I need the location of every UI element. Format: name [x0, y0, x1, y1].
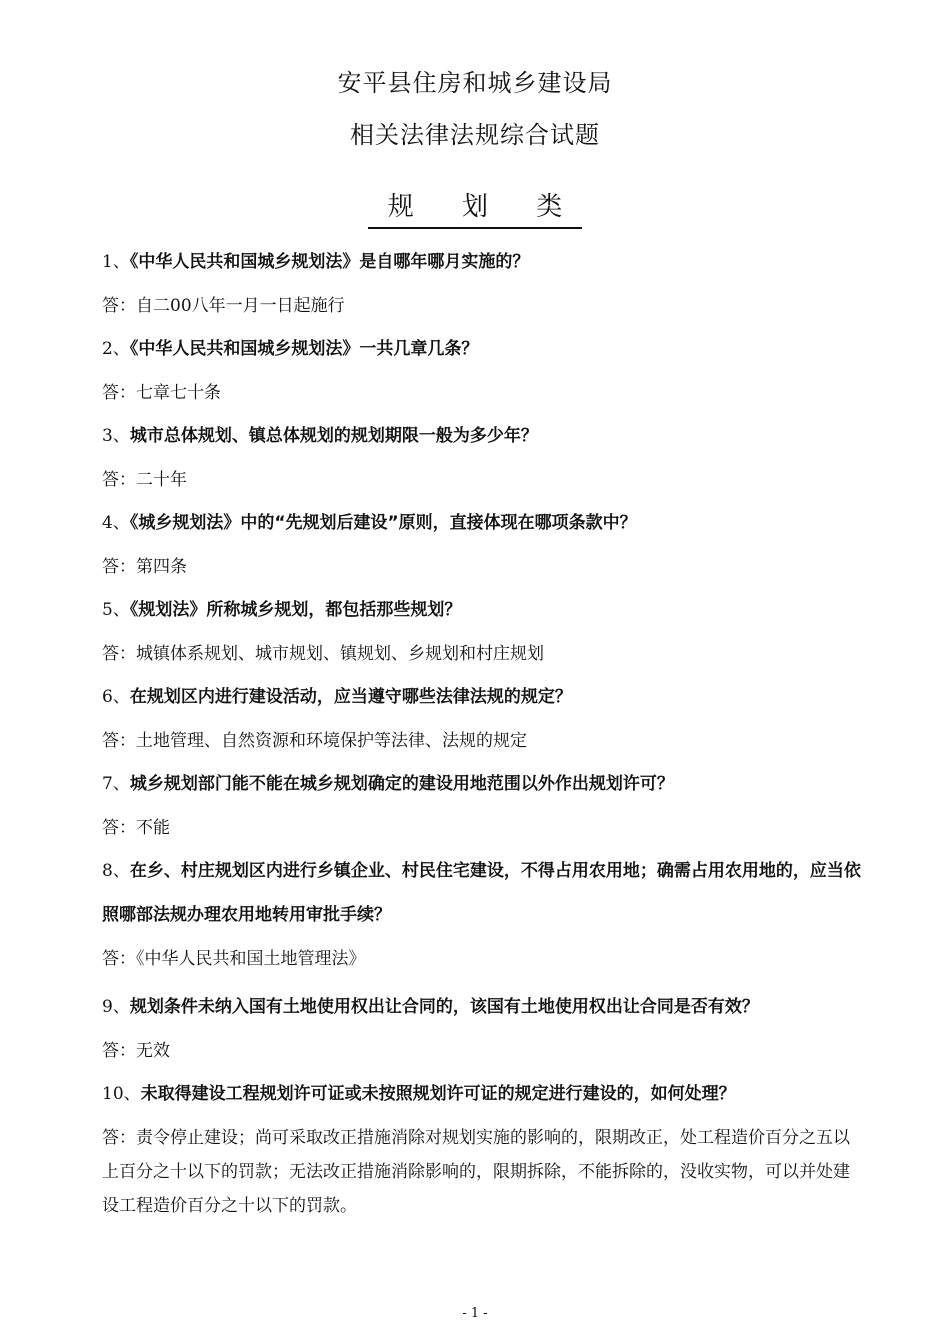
- answer-4: 答：第四条: [102, 557, 187, 577]
- question-3: 3、城市总体规划、镇总体规划的规划期限一般为多少年？: [102, 426, 538, 446]
- document-title-line2: 相关法律法规综合试题: [350, 121, 600, 149]
- qa-item-3: [102, 414, 862, 502]
- answer-1: 答：自二00八年一月一日起施行: [102, 296, 345, 316]
- question-4: 4、《城乡规划法》中的“先规划后建设”原则，直接体现在哪项条款中？: [102, 513, 637, 533]
- qa-item-1: [102, 240, 862, 328]
- answer-6: 答：土地管理、自然资源和环境保护等法律、法规的规定: [102, 731, 527, 751]
- question-9: 9、规划条件未纳入国有土地使用权出让合同的，该国有土地使用权出让合同是否有效？: [102, 997, 759, 1017]
- question-8: 8、在乡、村庄规划区内进行乡镇企业、村民住宅建设，不得占用农用地；确需占用农用地的，应当依照哪部法规办理农用地转用审批手续？: [102, 861, 861, 925]
- question-5: 5、《规划法》所称城乡规划，都包括那些规划？: [102, 600, 462, 620]
- question-1: 1、《中华人民共和国城乡规划法》是自哪年哪月实施的？: [102, 252, 530, 272]
- qa-item-9: [102, 985, 862, 1073]
- qa-item-6: [102, 675, 862, 763]
- qa-item-5: [102, 588, 862, 676]
- section-title: 规 划 类: [368, 186, 583, 229]
- qa-item-10: [102, 1072, 862, 1223]
- answer-2: 答：七章七十条: [102, 383, 221, 403]
- answer-9: 答：无效: [102, 1041, 170, 1061]
- answer-10: 答：责令停止建设；尚可采取改正措施消除对规划实施的影响的，限期改正，处工程造价百分之五以上百分之十以下的罚款；无法改正措施消除影响的，限期拆除，不能拆除的，没收实物，可以并处建设工程造价百分之十以下的罚款。: [102, 1128, 850, 1216]
- question-2: 2、《中华人民共和国城乡规划法》一共几章几条？: [102, 339, 479, 359]
- document-title-line1: 安平县住房和城乡建设局: [337, 69, 613, 97]
- page-number: - 1 -: [462, 1306, 488, 1321]
- qa-item-8: [102, 849, 862, 981]
- question-6: 6、在规划区内进行建设活动，应当遵守哪些法律法规的规定？: [102, 687, 572, 707]
- qa-item-4: [102, 501, 862, 589]
- question-10: 10、未取得建设工程规划许可证或未按照规划许可证的规定进行建设的，如何处理？: [102, 1084, 736, 1104]
- section-heading: [0, 186, 950, 229]
- answer-8: 答：《中华人民共和国土地管理法》: [102, 949, 366, 969]
- qa-item-2: [102, 327, 862, 415]
- question-7: 7、城乡规划部门能不能在城乡规划确定的建设用地范围以外作出规划许可？: [102, 774, 674, 794]
- qa-item-7: [102, 762, 862, 850]
- answer-3: 答：二十年: [102, 470, 187, 490]
- answer-5: 答：城镇体系规划、城市规划、镇规划、乡规划和村庄规划: [102, 644, 544, 664]
- answer-7: 答：不能: [102, 818, 170, 838]
